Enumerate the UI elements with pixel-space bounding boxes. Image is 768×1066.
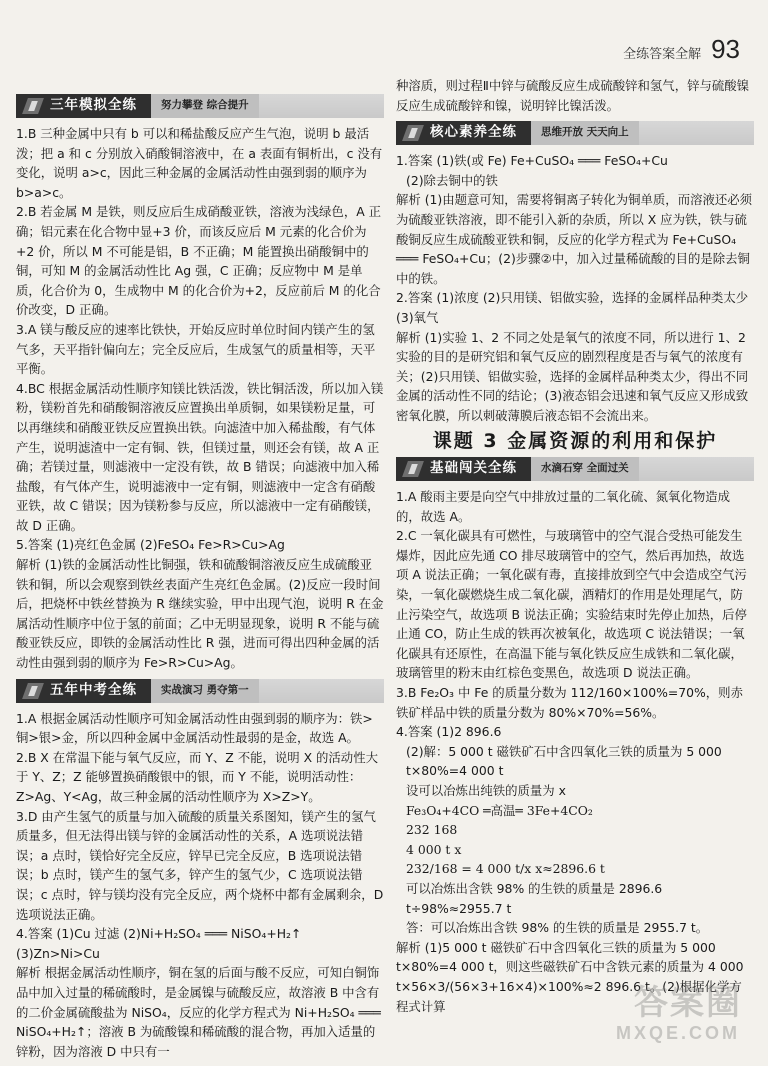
banner-bar: [259, 679, 384, 703]
banner-bar: [639, 121, 754, 145]
left-column: [16, 88, 384, 1059]
banner-tag-label: 基础闯关全练: [430, 460, 517, 477]
banner-slogan: 实战演习 勇夺第一: [151, 679, 259, 703]
equation-line: 232 168: [406, 822, 458, 838]
page-number: 93: [711, 34, 740, 64]
banner-bar: [639, 457, 754, 481]
running-header: [623, 34, 740, 65]
answer-item: 答：可以冶炼出含铁 98% 的生铁的质量是 2955.7 t。: [406, 920, 709, 936]
banner-tag: [16, 679, 151, 703]
banner-slogan: 水滴石穿 全面过关: [531, 457, 639, 481]
lesson-title: 课题 3 金属资源的利用和保护: [432, 429, 718, 452]
banner-tag: [396, 457, 531, 481]
answer-item: 3.D 由产生氢气的质量与加入硫酸的质量关系图知，镁产生的氢气质量多，但无法得出镁与锌的金属活动性的关系，A 选项说法错误；a 点时，镁恰好完全反应，锌早已完全反应，B 选项说法错误；b 点时，镁产生的氢气多，锌产生的氢气少，C 选项说法错误；c 点时，锌与镁均没有完全反应，两个烧杯中都有金属剩余，D 选项说法正确。: [16, 808, 384, 922]
answer-item: 2.B X 在常温下能与氧气反应，而 Y、Z 不能，说明 X 的活动性大于 Y、Z；Z 能够置换硝酸银中的银，而 Y 不能，说明活动性：Z>Ag、Y<Ag，故三种金属的活动性顺序为 X>Z>Y。: [16, 749, 378, 804]
banner-slogan: 思维开放 天天向上: [531, 121, 639, 145]
answer-item: 4.答案 (1)2 896.6: [396, 724, 502, 740]
pencil-icon: [402, 461, 424, 477]
pencil-icon: [402, 125, 424, 141]
answer-item: 解析 (1)实验 1、2 不同之处是氧气的浓度不同，所以进行 1、2 实验的目的是研究铝和氧气反应的剧烈程度是否与氧气的浓度有关；(2)只用镁、铝做实验，选择的金属样品种类太少，得出不同金属的活动性不同的结论；(3)液态铝会迅速和氧气反应又形成致密氧化膜，所以刺破薄膜后液态铝不会流出来。: [396, 329, 749, 423]
answer-item: 4.BC 根据金属活动性顺序知镁比铁活泼，铁比铜活泼，所以加入镁粉，镁粉首先和硝酸铜溶液反应置换出单质铜，如果镁粉足量，可以再继续和硝酸亚铁反应置换出铁。向滤渣中加入稀盐酸，有气体产生，说明滤渣中一定有铜、铁，但镁过量，则还会有镁，故 A 正确；若镁过量，则滤液中一定没有铁，故 B 错误；向滤液中加入稀盐酸，有气体产生，说明滤液中一定有铜，则滤液中一定含有硝酸亚铁，故 C 错误；因为镁粉参与反应，所以滤液中一定有硝酸镁，故 D 正确。: [16, 380, 384, 533]
answer-item: 解析 (1)由题意可知，需要将铜离子转化为铜单质，而溶液还必须为硫酸亚铁溶液，即不能引入新的杂质，所以 X 应为铁，铁与硫酸铜反应生成硫酸亚铁和铜，反应的化学方程式为 Fe+CuSO₄ ═══ FeSO₄+Cu；(2)步骤②中，加入过量稀硫酸的目的是除去铜中的铁。: [396, 192, 753, 286]
equation-line: Fe₃O₄+4CO ═高温═ 3Fe+4CO₂: [406, 802, 593, 818]
answer-item: 解析 (1)5 000 t 磁铁矿石中含四氧化三铁的质量为 5 000 t×80%=4 000 t，则这些磁铁矿石中含铁元素的质量为 4 000 t×56×3/(56×3+16×4)×100%≈2 896.6 t。(2)根据化学方程式计算: [396, 939, 744, 1014]
answer-item: 设可以冶炼出纯铁的质量为 x: [406, 783, 566, 798]
banner-tag-label: 核心素养全练: [430, 124, 517, 141]
answer-item: 2.B 若金属 M 是铁，则反应后生成硝酸亚铁，溶液为浅绿色，A 正确；铝元素在化合物中显+3 价，而该反应后 M 元素的化合价为+2 价，所以 M 不可能是铝，B 不正确；M 能置换出硝酸铜中的铜，可知 M 的金属活动性比 Ag 强，C 正确；反应物中 M 是单质，化合价为 0，生成物中 M 的化合价为+2，反应前后 M 的化合价改变，D 正确。: [16, 204, 382, 318]
equation-line: 232/168 = 4 000 t/x x≈2896.6 t: [406, 861, 605, 877]
answer-item: 1.A 根据金属活动性顺序可知金属活动性由强到弱的顺序为：铁>铜>银>金，所以四种金属中金属活动性最弱的是金，故选 A。: [16, 710, 373, 746]
answer-item: (2)除去铜中的铁: [406, 172, 498, 188]
section-banner-three-year: [16, 94, 384, 118]
answer-item: 1.答案 (1)铁(或 Fe) Fe+CuSO₄ ═══ FeSO₄+Cu: [396, 153, 668, 169]
answer-item: 2.C 一氧化碳具有可燃性，与玻璃管中的空气混合受热可能发生爆炸，因此应先通 CO 排尽玻璃管中的空气，然后再加热，故选项 A 说法正确；一氧化碳有毒，直接排放到空气中会造成空气污染，一氧化碳燃烧生成二氧化碳，酒精灯的作用是处理尾气，防止污染空气，故选项 B 说法正确；实验结束时先停止加热，后停止通 CO，防止生成的铁再次被氧化，故选项 C 说法错误；一氧化碳具有还原性，在高温下能与氧化铁反应生成铁和二氧化碳，玻璃管里的粉末由红棕色变黑色，故选项 D 说法正确。: [396, 528, 747, 681]
answer-item: 3.B Fe₂O₃ 中 Fe 的质量分数为 112/160×100%=70%，则赤铁矿样品中铁的质量分数为 80%×70%=56%。: [396, 685, 743, 720]
answer-continuation: 种溶质，则过程Ⅱ中锌与硫酸反应生成硫酸锌和氢气，锌与硫酸镍反应生成硫酸锌和镍，说明锌比镍活泼。: [396, 78, 750, 113]
banner-bar: [259, 94, 384, 118]
banner-tag-label: 三年模拟全练: [50, 97, 137, 114]
pencil-icon: [22, 683, 44, 699]
header-title: 全练答案全解: [623, 47, 702, 62]
banner-tag-label: 五年中考全练: [50, 681, 137, 698]
pencil-icon: [22, 98, 44, 114]
banner-tag: [396, 121, 531, 145]
banner-tag: [16, 94, 151, 118]
banner-slogan: 努力攀登 综合提升: [151, 94, 259, 118]
answer-item: 4.答案 (1)Cu 过滤 (2)Ni+H₂SO₄ ═══ NiSO₄+H₂↑ (3)Zn>Ni>Cu: [16, 926, 302, 961]
watermark: [608, 986, 748, 1046]
answer-item: (2)解：5 000 t 磁铁矿石中含四氧化三铁的质量为 5 000 t×80%=4 000 t: [406, 743, 722, 779]
section-banner-five-year: [16, 679, 384, 703]
answer-item: 5.答案 (1)亮红色金属 (2)FeSO₄ Fe>R>Cu>Ag: [16, 537, 285, 553]
answer-item: 可以冶炼出含铁 98% 的生铁的质量是 2896.6 t÷98%≈2955.7 t: [406, 880, 663, 916]
right-column: [396, 76, 754, 1046]
watermark-line2: MXQE.COM: [615, 1023, 740, 1043]
answer-item: 1.B 三种金属中只有 b 可以和稀盐酸反应产生气泡，说明 b 最活泼；把 a 和 c 分别放入硝酸铜溶液中，在 a 表面有铜析出，c 没有变化，说明 a>c，因此三种金属的金属活动性由强到弱的顺序为 b>a>c。: [16, 126, 383, 200]
answer-item: 3.A 镁与酸反应的速率比铁快，开始反应时单位时间内镁产生的氢气多，天平指针偏向左；完全反应后，生成氢气的质量相等，天平平衡。: [16, 321, 376, 377]
answer-item: 1.A 酸雨主要是向空气中排放过量的二氧化硫、氮氧化物造成的，故选 A。: [396, 489, 731, 524]
answer-item: 解析 (1)铁的金属活动性比铜强，铁和硫酸铜溶液反应生成硫酸亚铁和铜，所以会观察到铁丝表面产生亮红色金属。(2)反应一段时间后，把烧杯中铁丝替换为 R 继续实验，甲中出现气泡，说明 R 在金属活动性顺序中位于氢的前面；乙中无明显现象，说明 R 不能与硫酸亚铁反应，即铁的金属活动性比 R 强，进而可得出四种金属的活动性由强到弱的顺序为 Fe>R>Cu>Ag。: [16, 557, 384, 671]
watermark-line1: 答案圈: [634, 984, 742, 1022]
answer-item: 2.答案 (1)浓度 (2)只用镁、铝做实验，选择的金属样品种类太少 (3)氧气: [396, 290, 749, 325]
section-banner-core: [396, 121, 754, 145]
section-banner-basic: [396, 457, 754, 481]
equation-line: 4 000 t x: [406, 841, 462, 857]
answer-item: 解析 根据金属活动性顺序，铜在氢的后面与酸不反应，可知白铜饰品中加入过量的稀硫酸时，是金属镍与硫酸反应，故溶液 B 中含有的二价金属硫酸盐为 NiSO₄，反应的化学方程式为 Ni+H₂SO₄ ═══ NiSO₄+H₂↑；溶液 B 为硫酸镍和稀硫酸的混合物，再加入适量的锌粉，因为溶液 D 中只有一: [16, 965, 381, 1059]
